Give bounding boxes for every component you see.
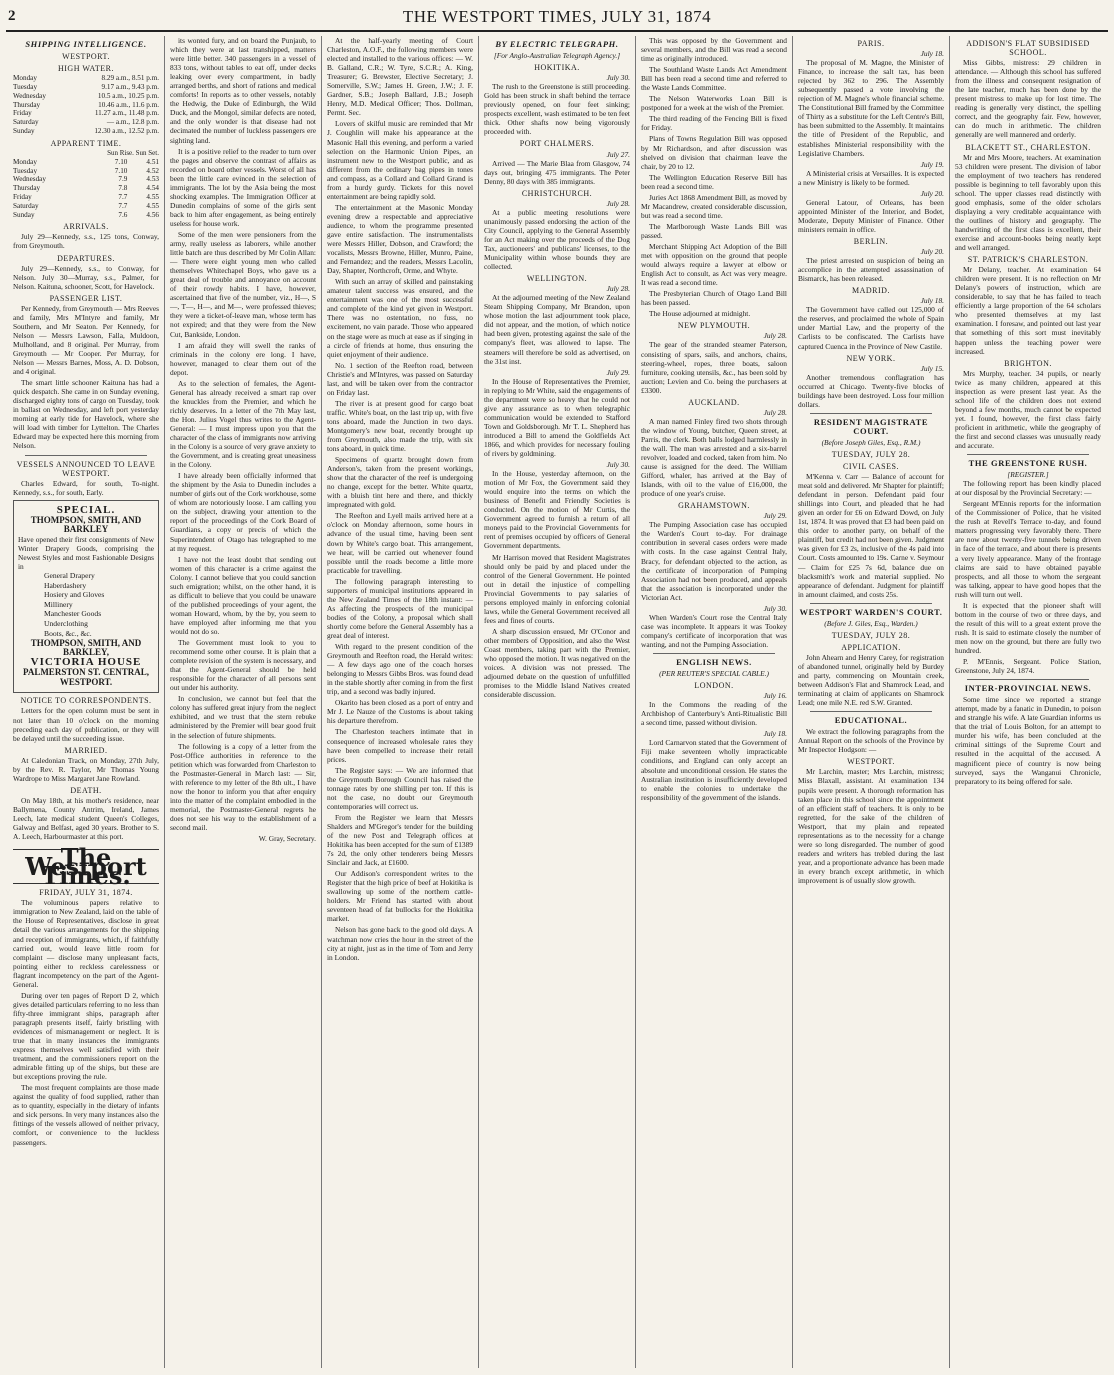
telegraph-place: WELLINGTON. <box>526 274 588 284</box>
educational-heading: EDUCATIONAL. <box>834 715 908 726</box>
apparent-time-table <box>13 158 159 220</box>
tide-day: Friday <box>13 109 32 118</box>
telegraph-paragraph: The Presbyterian Church of Otago Land Bill has been passed. <box>641 289 787 308</box>
tide-day: Saturday <box>13 118 39 127</box>
telegraph-agency: [For Anglo-Australian Telegraph Agency.] <box>493 51 621 61</box>
inter-provincial-heading: INTER-PROVINCIAL NEWS. <box>964 683 1092 694</box>
telegraph-place: HOKITIKA. <box>534 63 580 73</box>
london-date: July 16. <box>763 691 787 701</box>
ad-intro: Have opened their first consignments of New Winter Drapery Goods, comprising the Newest Styles and most Fashionable Designs in <box>18 534 154 571</box>
tide-row <box>13 74 159 83</box>
ad-town: WESTPORT. <box>59 677 113 688</box>
sun-row <box>13 167 159 176</box>
school-text-brighton: Mrs Murphy, teacher. 34 pupils, or nearly twice as many children, appeared at this inspection as were present last year. As the school life of the children does not extend beyond a few months, much cannot be expected yet. I found, however, the first class fairly proficient in arithmetic, while the geography of the first and second classes was unusually ready and accurate. <box>955 368 1101 451</box>
tide-row <box>13 83 159 92</box>
sun-set: 4.54 <box>146 184 159 193</box>
sun-set: 4.55 <box>146 193 159 201</box>
school-heading-brighton: BRIGHTON. <box>1004 358 1052 368</box>
sun-rise: 7.6 <box>118 210 128 219</box>
telegraph-date: July 15. <box>920 363 944 373</box>
letter-signature: W. Gray, Secretary. <box>258 834 316 844</box>
reuter-line: (PER REUTER'S SPECIAL CABLE.) <box>659 669 769 679</box>
telegraph-place: MADRID. <box>852 286 890 296</box>
telegraph-place: CHRISTCHURCH. <box>521 188 593 198</box>
local-news-paragraph: Okarito has been closed as a port of entry and Mr J. Le Nauze of the Customs is about taking his departure therefrom. <box>327 698 473 726</box>
tide-times: 12.30 a.m., 12.52 p.m. <box>94 126 159 135</box>
arrivals-text: July 29—Kennedy, s.s., 125 tons, Conway, from Greymouth. <box>13 232 159 251</box>
civil-cases: CIVIL CASES. <box>843 462 899 472</box>
article-paragraph: its wonted fury, and on board the Punjaub, to which they were at last transhipped, matters were little better. 340 passengers in a vessel of 833 tons, without tables to eat off, under decks leaking over every compartment, in badly arranged berths, and short of rations and medical comforts! In reports as to other vessels, notably the Hedwig, the Duke of Edinburgh, the Wild Duck, and the Mongol, similar defects are noted, and the only wonder is that disease had not decimated the number of luckless passengers ere sighting land. <box>170 36 316 145</box>
school-text-st-patricks: Mr Delany, teacher. At examination 64 children were present. It is no reflection on Mr Delany's powers of instruction, which are considerable, to say that he has failed to teach efficiently a large proportion of the 64 scholars who presented themselves at my last examination. I foresaw, and pointed out last year that something of this sort must inevitably happen unless the teaching power were increased. <box>955 265 1101 356</box>
drapery-advertisement <box>13 500 159 694</box>
telegraph-text: The rush to the Greenstone is still proceeding. Gold has been struck in shaft behind the terrace previously opened, on four feet sinking; prospects excellent, wash estimated to be ten feet thick. Other shafts now being vigorously proceeded with. <box>484 82 630 137</box>
ad-item-list <box>18 571 154 638</box>
ad-firm-name-2: THOMPSON, SMITH, AND BARKLEY, <box>30 638 142 658</box>
local-news-paragraph: Lovers of skilful music are reminded that Mr J. Coughlin will make his appearance at the Masonic Hall this evening, and perform a varied selection on the Harmonic Union Pipes, an instrument new to the Westport public, and as different from the ordinary bag pipes in tones and compass, as a Collard and Collard Grand is from a hurdy gurdy. Tickets for this novel entertainment are being rapidly sold. <box>327 119 473 201</box>
tide-row <box>13 127 159 136</box>
greenstone-paragraph: The following report has been kindly placed at our disposal by the Provincial Secretary: — <box>955 479 1101 498</box>
warden-before: (Before J. Giles, Esq., Warden.) <box>824 618 918 628</box>
greenstone-text <box>955 479 1101 675</box>
article-paragraph: In conclusion, we cannot but feel that the colony has suffered great injury from the neglect exhibited, and we trust that the stern rebuke administered by the Premier will bear good fruit in the selection of future shipments. <box>170 694 316 740</box>
telegraph-paragraph: The Nelson Waterworks Loan Bill is postponed for a week at the wish of the Premier. <box>641 94 787 113</box>
telegraph-date: July 29. <box>763 511 787 521</box>
sun-row <box>13 211 159 220</box>
tide-day: Sunday <box>13 126 35 135</box>
warden-date: TUESDAY, JULY 28. <box>831 630 911 640</box>
telegraph-date: July 20. <box>920 188 944 198</box>
sun-rise: 7.7 <box>118 201 128 210</box>
telegraph-date: July 28. <box>606 198 630 208</box>
separator <box>653 653 775 654</box>
telegraph-text: Another tremendous conflagration has occurred at Chicago. Twenty-five blocks of buildings have been destroyed. Loss four million dollars. <box>798 372 944 409</box>
tide-row <box>13 92 159 101</box>
telegraph-date: July 28. <box>606 284 630 294</box>
school-heading-addisons: ADDISON'S FLAT SUBSIDISED SCHOOL. <box>966 39 1090 58</box>
local-news-paragraph: With such an array of skilled and painstaking amateur talent success was ensured, and the entertainment was one of the most successful and complete of the kind yet given in Westport. There was no ostentation, no fuss, no excitement, no vain parade. Those who appeared on the stage were as much at ease as if singing in a circle of friends at home, thus ensuring the quiet enjoyment of their audience. <box>327 277 473 359</box>
death-heading: DEATH. <box>70 785 102 795</box>
sun-day: Friday <box>13 193 32 201</box>
ad-address: PALMERSTON ST. CENTRAL, <box>22 667 150 678</box>
married-heading: MARRIED. <box>64 745 108 755</box>
tide-row <box>13 101 159 110</box>
port-heading: WESTPORT. <box>62 52 110 62</box>
telegraph-place: AUCKLAND. <box>688 397 740 407</box>
telegraph-paragraph: The House adjourned at midnight. <box>649 309 751 319</box>
ad-item: Manchester Goods <box>44 609 102 619</box>
tide-day: Tuesday <box>13 82 38 91</box>
tide-times: 10.5 a.m., 10.25 p.m. <box>97 91 159 100</box>
telegraph-date: July 19. <box>920 159 944 169</box>
post-office-letter: The following is a copy of a letter from the Post-Office authorities in reference to the petition which was forwarded from Charleston to the Postmaster-General in March last: — Sir, with reference to my letter of the 8th ult., I have now the honor to inform you that after enquiry into the matter of the complaint embodied in the memorial, the Postmaster-General regrets he does not see his way to the establishment of a second mail. <box>170 741 316 832</box>
column-3-text <box>327 36 473 962</box>
married-text: At Caledonian Track, on Monday, 27th July, by the Rev. R. Taylor, Mr Thomas Young Wardrope to Miss Margaret Jane Rowland. <box>13 755 159 783</box>
column-4 <box>479 36 636 1368</box>
passenger-heading: PASSENGER LIST. <box>49 293 123 303</box>
london-heading: LONDON. <box>694 681 734 691</box>
telegraph-place: PORT CHALMERS. <box>519 139 595 149</box>
local-news-paragraph: Specimens of quartz brought down from Anderson's, taken from the present workings, show that the character of the reef is undergoing no change, except for the better. White quartz, with a bluish tint here and there, and thickly impregnated with gold. <box>327 455 473 510</box>
school-text-addisons: Miss Gibbs, mistress: 29 children in attendance. — Although this school has suffered from the illness and consequent resignation of the late teacher, much has been done by the present mistress to make up for lost time. The reading is generally very distinct, the spelling correct, and the geography fair. Few, however, can do much in arithmetic. The children generally are well mannered and orderly. <box>955 58 1101 140</box>
school-text-blackett: Mr and Mrs Moore, teachers. At examination 53 children were present. The division of labor the employment of two teachers has rendered possible is beginning to tell favorably upon this school. The upper classes read distinctly with good emphasis, some of the older scholars displaying a very creditable acquaintance with the outlines of history and geography. The handwriting of the first class is excellent, their exercise and account-books being neatly kept and well arranged. <box>955 152 1101 253</box>
sun-rise: 7.9 <box>118 175 128 184</box>
sun-day: Thursday <box>13 184 41 193</box>
column-5-items <box>641 321 787 649</box>
notice-text: Letters for the open column must be sent in not later than 10 o'clock on the morning preceding each day of publication, or they will be delayed until the succeeding issue. <box>13 706 159 743</box>
sun-day: Saturday <box>13 201 39 210</box>
sun-day: Monday <box>13 157 37 166</box>
local-news-paragraph: The Register says: — We are informed that the Greymouth Borough Council has raised the tonnage rates by one shilling per ton. If this is not the case, no doubt our Greymouth contemporaries will correct us. <box>327 765 473 811</box>
high-water-heading: HIGH WATER. <box>57 64 114 74</box>
newspaper-title: THE WESTPORT TIMES, JULY 31, 1874 <box>402 7 712 26</box>
local-news-paragraph: No. 1 section of the Reefton road, between Christie's and M'Intyres, was passed on Saturday last, and will be taken over from the contractor on Friday last. <box>327 360 473 397</box>
local-news-paragraph: The Charleston teachers intimate that in consequence of increased wholesale rates they have been compelled to increase their retail prices. <box>327 727 473 764</box>
separator <box>810 413 932 414</box>
local-news-paragraph: The following paragraph interesting to supporters of municipal institutions appeared in the New Zealand Times of the 18th instant: — As affecting the prospects of the municipal bodies of the Colony, a proposal which shall shortly come before the General Assembly has a great deal of interest. <box>327 576 473 640</box>
london-text-2: Lord Carnarvon stated that the Government of Fiji make seventeen wholly impracticable conditions, and England can only accept an absolute and unconditional cession. He states the Australian institution is insufficiently developed to enable the colonies to undertake the responsibility of the government of the islands. <box>641 738 787 802</box>
death-text: On May 18th, at his mother's residence, near Ballymena, County Antrim, Ireland, James Leech, late medical student Queen's Colleges, Galway and Belfast, aged 30 years. Brother to S. A. Leech, Harbourmaster at this port. <box>13 795 159 842</box>
issue-date: FRIDAY, JULY 31, 1874. <box>39 888 133 898</box>
sun-set: 4.51 <box>146 157 159 166</box>
ad-firm-name: THOMPSON, SMITH, AND BARKLEY <box>30 514 142 534</box>
telegraph-date: July 30. <box>763 603 787 613</box>
telegraph-place: BERLIN. <box>853 236 889 246</box>
telegraph-text: A Ministerial crisis at Versailles. It is expected a new Ministry is likely to be formed. <box>798 168 944 187</box>
shipping-note: The smart little schooner Kaituna has had a quick despatch. She came in on Sunday evening, discharged eighty tons of cargo on Tuesday, took in ballast on Wednesday, and left port yesterday morning at early tide for Havelock, where she will load with timber for Lyttelton. The Charles Edward may be expected here this morning from Nelson. <box>13 378 159 451</box>
sun-day: Tuesday <box>13 166 38 175</box>
apparent-time-header: Sun Rise. Sun Set. <box>107 148 159 157</box>
shipping-heading: SHIPPING INTELLIGENCE. <box>25 39 147 49</box>
court-heading: RESIDENT MAGISTRATE COURT. <box>813 416 929 436</box>
greenstone-paragraph: It is expected that the pioneer shaft will bottom in the course of two or three days, and the result of this will to a great extent prove the rush. It is said to estimate closely the number of men now on the ground, but there are fully two hundred. <box>955 600 1101 655</box>
tide-times: 11.27 a.m., 11.48 p.m. <box>94 109 159 118</box>
sun-row <box>13 175 159 184</box>
educational-intro: We extract the following paragraphs from the Annual Report on the schools of the Province by Mr Inspector Hodgson: — <box>798 727 944 755</box>
telegraph-text: A sharp discussion ensued, Mr O'Conor and other members of Opposition, and also the West Coast members, taking part with the Premier, who opposed the motion. It was negatived on the voices. A division was not pressed. The adjourned debate on the question of unfulfilled promises to the Middle Island Natives created considerable discussion. <box>484 626 630 700</box>
article-paragraph: I have not the least doubt that sending out women of this character is a crime against the Colony. I cannot believe that you could sanction such emigration; whilst, on the other hand, it is as difficult to believe that you could be unaware of the published proceedings of your agent, the woman Howard, whom, by the by, you seem to have employed after informing me that you would not do so. <box>170 554 316 636</box>
telegraph-paragraph: Merchant Shipping Act Adoption of the Bill met with opposition on the ground that people would always require a lawyer at elbow or English Act to consult, as Act was very meagre. It was read a second time. <box>641 241 787 288</box>
sun-day: Wednesday <box>13 175 46 184</box>
departures-text: July 29—Kennedy, s.s., to Conway, for Nelson. July 30—Murray, s.s., Palmer, for Nelson. Kaituna, schooner, Scott, for Havelock. <box>13 263 159 291</box>
separator <box>810 711 932 712</box>
westport-school-heading: WESTPORT. <box>847 757 895 767</box>
column-3 <box>322 36 479 1368</box>
greenstone-heading: THE GREENSTONE RUSH. <box>968 458 1088 469</box>
telegraph-paragraph: Plans of Towns Regulation Bill was opposed by Mr Richardson, and after discussion was shelved on division that chairman leave the chair, by 20 to 12. <box>641 134 787 171</box>
ad-item: General Drapery <box>44 571 95 581</box>
column-2-text <box>170 36 316 740</box>
arrivals-heading: ARRIVALS. <box>63 222 109 232</box>
ad-item: Boots, &c., &c. <box>44 628 92 638</box>
article-paragraph: The Government must look to you to recommend some other course. It is plain that a complete revision of the system is necessary, and that the Agent-General should be held responsible for the character of all persons sent out under his authority. <box>170 638 316 693</box>
ad-item: Hosiery and Gloves <box>44 590 105 600</box>
sun-row <box>13 193 159 202</box>
sun-rise: 7.10 <box>114 157 128 166</box>
ad-special: SPECIAL. <box>56 503 116 516</box>
telegraph-place: GRAHAMSTOWN. <box>678 501 750 511</box>
column-7 <box>950 36 1106 1368</box>
court-before: (Before Joseph Giles, Esq., R.M.) <box>821 437 921 447</box>
telegraph-date: July 28. <box>763 407 787 417</box>
tide-day: Wednesday <box>13 91 46 100</box>
ad-item: Haberdashery <box>44 580 87 590</box>
column-1 <box>8 36 165 1368</box>
telegraph-paragraph: The Southland Waste Lands Act Amendment Bill has been read a second time and referred to the Waste Lands Committee. <box>641 65 787 93</box>
inter-provincial-text: Some time since we reported a strange attempt, made by a fanatic in Dunedin, to poison and strangle his wife. A late Guardian informs us that the trial of Louis Bolton, for an attempt to murder his wife, has been concluded at the criminal sittings of the Supreme Court and resulted in the acquittal of the accused. A magnificent piece of country is now being surveyed, says the Wanganui Chronicle, preparatory to its being offered for sale. <box>955 695 1101 786</box>
local-news-paragraph: With regard to the present condition of the Greymouth and Reefton road, the Herald writes: — A few days ago one of the coach horses belonging to Messrs Gibbs Bros. was found dead in the stable shortly after coming in from the first trip, and a second was badly injured. <box>327 642 473 697</box>
columns <box>8 36 1106 1368</box>
local-news-paragraph: The river is at present good for cargo boat traffic. White's boat, on the last trip up, with five tons aboard, made the Junction in two days. Montgomery's new boat, recently brought up from Greymouth, also made the trip, with six tons aboard, in quick time. <box>327 398 473 454</box>
telegraph-text: The gear of the stranded steamer Paterson, consisting of spars, sails, and anchors, chains, steering-wheel, ropes, three boats, saloon furniture, cooking utensils, &c., has been sold by auction; Levien and Co. being the purchasers at £3300. <box>641 340 787 395</box>
tide-times: — a.m., 12.8 p.m. <box>106 118 159 127</box>
editorial-paragraph: The most frequent complaints are those made against the quality of food supplied, rather than as to quantity, especially in the dietary of infants and sick persons. In very many instances also the fittings of the vessels allowed of neither privacy, comfort, or convenience to the luckless passengers. <box>13 1083 159 1147</box>
sun-rise: 7.10 <box>114 166 128 175</box>
court-date: TUESDAY, JULY 28. <box>831 449 911 459</box>
telegraph-text: Mr Harrison moved that Resident Magistrates should only be paid by and placed under the control of the General Government. He pointed out in detail the injustice of compelling Provincial Governments to pay salaries of persons employed mainly in enforcing colonial laws, while the General Government received all fees and fines of courts. <box>484 552 630 625</box>
sun-rise: 7.8 <box>118 184 128 193</box>
greenstone-paragraph: P. M'Ennis, Sergeant. Police Station, Greenstone, July 24, 1874. <box>955 657 1101 676</box>
telegraph-date: July 18. <box>920 49 944 59</box>
telegraph-text: In the House of Representatives the Premier, in replying to Mr White, said the engagements of the department were so heavy that he could not give any assurance as to when telegraphic communication would be extended to Stafford Town and Goldsborough. Mr T. L. Shepherd has introduced a Bill to amend the Goldfields Act 1866, and which provides for necessary fouling of rivers by goldmining. <box>484 376 630 459</box>
register-line: [REGISTER.] <box>1007 470 1049 480</box>
telegraph-text: When Warden's Court rose the Central Italy case was incomplete. It appears it was Tookey company's certificate of incorporation that was wanting, and not the Pumping Association. <box>641 612 787 649</box>
telegraph-text: Arrived — The Marie Blaa from Glasgow, 74 days out, bringing 475 immigrants. The Peter Denny, 80 days with 385 immigrants. <box>484 158 630 186</box>
passenger-text: Per Kennedy, from Greymouth — Mrs Reeves and family, Mrs M'Intyre and family, Mr Southern, and Mr Seaton. Per Kennedy, for Nelson — Messrs Lawson, Falla, Muldoon, Mulholland, and 8 original. Per Murray, from Greymouth — Mr Cooper. Per Murray, for Nelson — Messrs Barnes, Moss, A. D. Dobson, and 4 original. <box>13 303 159 377</box>
telegraph-date: July 18. <box>920 296 944 306</box>
sun-day: Sunday <box>13 210 35 219</box>
telegraph-text: A man named Finley fired two shots through the window of Young, butcher, Queen street, at Parris, the clerk. Both balls lodged harmlessly in the wall. The man was arrested and a six-barrel revolver, loaded and cocked, taken from him. No cause is assigned for the deed. The William Gifford, whaler, has arrived at the Bay of Islands, with oil to the value of £16,000, the produce of one year's cruise. <box>641 416 787 499</box>
article-paragraph: I am afraid they will swell the ranks of criminals in the colony ere long. I have, however, managed to clear them out of the depot. <box>170 340 316 377</box>
sun-row <box>13 202 159 211</box>
sun-row <box>13 184 159 193</box>
warden-heading: WESTPORT WARDEN'S COURT. <box>799 606 943 617</box>
telegraph-date: July 20. <box>920 247 944 257</box>
high-water-table <box>13 74 159 136</box>
column-5 <box>636 36 793 1368</box>
telegraph-paragraph: This was opposed by the Government and several members, and the Bill was read a second time as originally introduced. <box>641 36 787 64</box>
telegraph-text: The priest arrested on suspicion of being an accomplice in the attempted assassination of Bismarck, has been released. <box>798 256 944 284</box>
telegraph-text: The Government have called out 125,000 of the reserves, and proclaimed the whole of Spain under Martial Law, and the property of the Carlists to be confiscated. The Carlists have captured Cuenca in the Province of New Castile. <box>798 305 944 351</box>
telegraph-date: July 27. <box>606 149 630 159</box>
telegraph-place: NEW YORK. <box>846 353 896 363</box>
telegraph-place: PARIS. <box>857 39 885 48</box>
editorial-paragraph: During over ten pages of Report D 2, which gives detailed particulars referring to no less than fifty-three immigrant ships, paragraph after paragraph presents itself, fairly bristling with evidences of mismanagement or neglect. It is true that in many instances the immigrants express themselves well satisfied with their treatment, and the commissioners report on the admirable fitting up of the ships, but these are but exceptions proving the rule. <box>13 990 159 1082</box>
sun-set: 4.56 <box>146 210 159 219</box>
telegraph-date: July 30. <box>606 460 630 470</box>
london-date-2: July 18. <box>763 729 787 739</box>
telegraph-paragraph: The Wellington Education Reserve Bill has been read a second time. <box>641 172 787 191</box>
article-paragraph: Some of the men were pensioners from the army, really useless as laborers, while another little batch are thus described by Mr Colin Allan: — There were eight young men who called themselves Whitechapel Boys, who gave us a great deal of trouble and annoyance on account of their rowdy habits. I have, however, ascertained that five of the number, viz., H—, S—, T—, H—, and M—, were professed thieves; they were a ticket-of-leave man, whose term has not expired; and that they were from the New Cut, Bankside, London. <box>170 229 316 339</box>
school-heading-st-patricks: ST. PATRICK'S CHARLESTON. <box>967 255 1089 265</box>
vessels-text: Charles Edward, for south, To-night. Kennedy, s.s., for south, Early. <box>13 478 159 497</box>
column-6 <box>793 36 950 1368</box>
greenstone-paragraph: Sergeant M'Ennis reports for the information of the Commissioner of Police, that he visited the rush at Revell's Terrace to-day, and found matters progressing very favorably there. There are now about twenty-five tunnels being driven in face of the terrace, and about there is presents a very lively appearance. Many of the frontage claims are said to have obtained payable prospects, and all those to whom the sergeant was talking, appear to have good hopes that the rush will turn out well. <box>955 499 1101 599</box>
separator <box>810 603 932 604</box>
telegraph-text: At the adjourned meeting of the New Zealand Steam Shipping Company, Mr Brandon, upon whose motion the last adjournment took place, did not appear, and the motion, of which notice had been given, protesting against the sale of the company's fleet, was allowed to lapse. The steamers will therefore be sold as advertised, on the 31st inst. <box>484 293 630 366</box>
column-2 <box>165 36 322 1368</box>
telegraph-text: In the House, yesterday afternoon, on the motion of Mr Fox, the Government said they would enquire into the terms on which the business of Benefit and Friendly Societies is conducted. On the motion of Mr Curtis, the Government agreed to furnish a return of all moneys paid to the Provincial Governments for rent of premises occupied by officers of General Government departments. <box>484 469 630 551</box>
tide-day: Thursday <box>13 100 41 109</box>
paper-name: The Westport Times. <box>13 849 159 884</box>
separator <box>25 455 147 456</box>
local-news-paragraph: Nelson has gone back to the good old days. A watchman now cries the hour in the street of the city at night, just as in the time of Tom and Jerry in London. <box>327 925 473 962</box>
tide-row <box>13 109 159 118</box>
telegraph-text: At a public meeting resolutions were unanimously passed endorsing the action of the City Council, applying to the General Assembly for an Act making over the proceeds of the Dog Tax, auctioneers' and publicans' licenses, to the Municipality within whose bounds they are collected. <box>484 207 630 272</box>
apparent-time-heading: APPARENT TIME. <box>50 138 122 148</box>
telegraph-date: July 29. <box>606 367 630 377</box>
ad-item: Millinery <box>44 599 73 609</box>
school-heading-blackett: BLACKETT ST., CHARLESTON. <box>965 142 1091 152</box>
telegraph-heading: BY ELECTRIC TELEGRAPH. <box>495 39 619 49</box>
column-5-text <box>641 36 787 318</box>
court-cases: M'Kenna v. Carr — Balance of account for meat sold and delivered. Mr Shapter for plaintiff; defendant in person. Defendant paid four shillings into Court, and pleaded that he had given an order for £6 on Edward Dowd, on July 1st, 1874. It was proved that £3 had been paid on this order to another party, on behalf of the plaintiff, but credit had not been given. Judgment was given for £3 2s, inclusive of the 4s paid into Court. Costs amounted to 19s. Carne v. Seymour — Claim for £25 7s 6d, balance due on blacksmith's work and material supplied. No appearance of defendant. Judgment for plaintiff in amount claimed, and costs 25s. <box>798 472 944 599</box>
departures-heading: DEPARTURES. <box>57 253 115 263</box>
separator <box>967 454 1089 455</box>
sun-rise: 7.7 <box>118 193 128 201</box>
sun-row <box>13 158 159 167</box>
vessels-heading: VESSELS ANNOUNCED TO LEAVE WESTPORT. <box>16 459 156 478</box>
ad-item: Underclothing <box>44 619 88 628</box>
notice-heading: NOTICE TO CORRESPONDENTS. <box>20 696 152 706</box>
local-news-paragraph: The Reefton and Lyell mails arrived here at a o'clock on Monday afternoon, some hours in advance of the usual time, having been sent down by White's cargo boat. This arrangement, we hear, will be carried out whenever found possible until the roads become a little more practicable for travelling. <box>327 511 473 575</box>
local-news-paragraph: From the Register we learn that Messrs Shalders and M'Gregor's tender for the building of the new Post and Telegraph offices at Hokitika has been accepted for the sum of £1389 7s 2d, the only other tenderers being Messrs Sinclair and Jack, at £1600. <box>327 812 473 868</box>
article-paragraph: As to the selection of females, the Agent-General has already received a smart rap over the knuckles from the Premier, and which he richly deserves. In a letter of the 7th May last, the Hon. Julius Vogel thus writes to the Agent-General: — I must impress upon you that the character of the class of immigrants now arriving in the Colony is a source of very grave anxiety to the Government, and is creating great uneasiness in the Colony. <box>170 378 316 470</box>
tide-times: 8.29 a.m., 8.51 p.m. <box>101 74 159 83</box>
english-news-heading: ENGLISH NEWS. <box>676 657 752 667</box>
editorial <box>13 898 159 1146</box>
local-news-paragraph: Our Addison's correspondent writes to the Register that the high price of beef at Hokitika is swallowing up some of the northern cattle-holders. Mr Friend has started with about seventeen head of fat bullocks for the Hokitika market. <box>327 869 473 924</box>
local-news-paragraph: The entertainment at the Masonic Monday evening drew a respectable and appreciative audience, to whom the programme presented gave entire satisfaction. The instrumentalists were Messrs Hiller, Dobson, and Crawford; the vocalists, Messrs Browne, Hiller, Munro, Paine, and Fernandez; and the readers, Messrs Lacolin, Day, Shapter, Northcroft, Orme, and Whyte. <box>327 202 473 276</box>
telegraph-items <box>484 63 630 699</box>
separator <box>967 679 1089 680</box>
telegraph-date: July 28. <box>763 331 787 341</box>
column-6-items <box>798 39 944 409</box>
sun-set: 4.53 <box>146 175 159 184</box>
application-heading: APPLICATION. <box>841 642 901 652</box>
tide-times: 10.46 a.m., 11.6 p.m. <box>98 100 159 109</box>
telegraph-date: July 30. <box>606 73 630 83</box>
ad-house: VICTORIA HOUSE <box>30 656 142 669</box>
page-number: 2 <box>8 8 16 24</box>
telegraph-paragraph: The Marlborough Waste Lands Bill was passed. <box>641 221 787 240</box>
westport-school-text: Mr Larchin, master; Mrs Larchin, mistress; Miss Blaxall, assistant. At examination 134 pupils were present. A thorough reformation has taken place in this school since the appointment of an efficient staff of teachers. It is only to be regretted, for the sake of the children of Westport, that my plain and repeated representations as to the necessity for a change were so long disregarded. The number of good readers and writers has trebled during the last year, and a proportionate advance has been made in every branch except arithmetic, in which improvement is of usually slow growth. <box>798 767 944 885</box>
article-paragraph: It is a positive relief to the reader to turn over the pages and observe the contrast of affairs as recorded on board other vessels. Worst of all has been the little care evinced in the selection of immigrants. The lot by the Asia being the most shocking examples. The Immigration Officer at Dunedin complains of some of the girls sent back to him after engagement, as being entirely useless for house work. <box>170 146 316 228</box>
telegraph-text: The proposal of M. Magne, the Minister of Finance, to increase the salt tax, has been rejected by 362 to 296. The Assembly subsequently passed a vote involving the rejection of M. Magne's whole financial scheme. The Constitutional Bill framed by the Committee of Thirty as a substitute for the Left Centre's Bill, has been submitted to the Assembly. It maintains the title of President of the Republic, and establishes Ministerial responsibility with the Legislative Chambers. <box>798 58 944 158</box>
telegraph-paragraph: Juries Act 1868 Amendment Bill, as moved by Mr Macandrew, created considerable discussion, but was read a second time. <box>641 192 787 220</box>
london-text: In the Commons the reading of the Archbishop of Canterbury's Anti-Ritualistic Bill a second time, passed without division. <box>641 700 787 728</box>
telegraph-place: NEW PLYMOUTH. <box>677 321 751 331</box>
tide-day: Monday <box>13 74 37 83</box>
warden-text: John Ahearn and Henry Carey, for registration of abandoned tunnel, originally held by Burdey and party, commencing on Mountain creek, between Addison's Flat and Shamrock Lead, and terminating at claim of applicants on Shamrock Lead; one mile N.E. red S.W. Granted. <box>798 652 944 708</box>
tide-row <box>13 118 159 127</box>
article-paragraph: I have already been officially informed that the shipment by the Asia to Dunedin includes a number of girls out of the Cork workhouse, some of whom are notoriously loose. I am calling you on the subject, drawing your attention to the report of the proceedings of the Cork Board of Guardians, a copy or precis of which the Superintendent of Otago has telegraphed to me at my request. <box>170 471 316 553</box>
sun-set: 4.55 <box>146 201 159 210</box>
telegraph-text: General Latour, of Orleans, has been appointed Minister of the Interior, and Bodet, Moderate, Deputy Minister of Finance. Other ministers remain in office. <box>798 197 944 234</box>
local-news-paragraph: At the half-yearly meeting of Court Charleston, A.O.F., the following members were elected and installed to the various offices: — W. B. Galland, C.R.; W. Tyre, S.C.R.; A. King, Treasurer; G. Brewster, Elective Secretary; J. Somerville, S.W.; James H. Green, J.W.; J. F. Gardner, S.B.; Joseph Ballard, J.B.; Joseph Henry, M.D. Medical Officer; Thos. Dollman, Permt. Sec. <box>327 36 473 118</box>
telegraph-text: The Pumping Association case has occupied the Warden's Court to-day. For drainage contribution in several cases orders were made with costs. In the case against Central Italy, Bracy, for defendant objected to the action, as the certificate of incorporation of Pumping Association had not been produced, and appeals that the association is incorporated under the Victorian Act. <box>641 520 787 602</box>
tide-times: 9.17 a.m., 9.43 p.m. <box>101 82 159 91</box>
masthead-rule <box>6 30 1108 32</box>
telegraph-paragraph: The third reading of the Fencing Bill is fixed for Friday. <box>641 114 787 133</box>
editorial-paragraph: The voluminous papers relative to immigration to New Zealand, laid on the table of the House of Representatives, disclose in great detail the various arrangements for the shipping and reception of immigrants, which, if faithfully carried out, would leave little room for complaint — disclose many unpleasant facts, pointing either to reckless carelessness or flagrant incompetency on the part of the Agent-General. <box>13 898 159 989</box>
sun-set: 4.52 <box>146 166 159 175</box>
